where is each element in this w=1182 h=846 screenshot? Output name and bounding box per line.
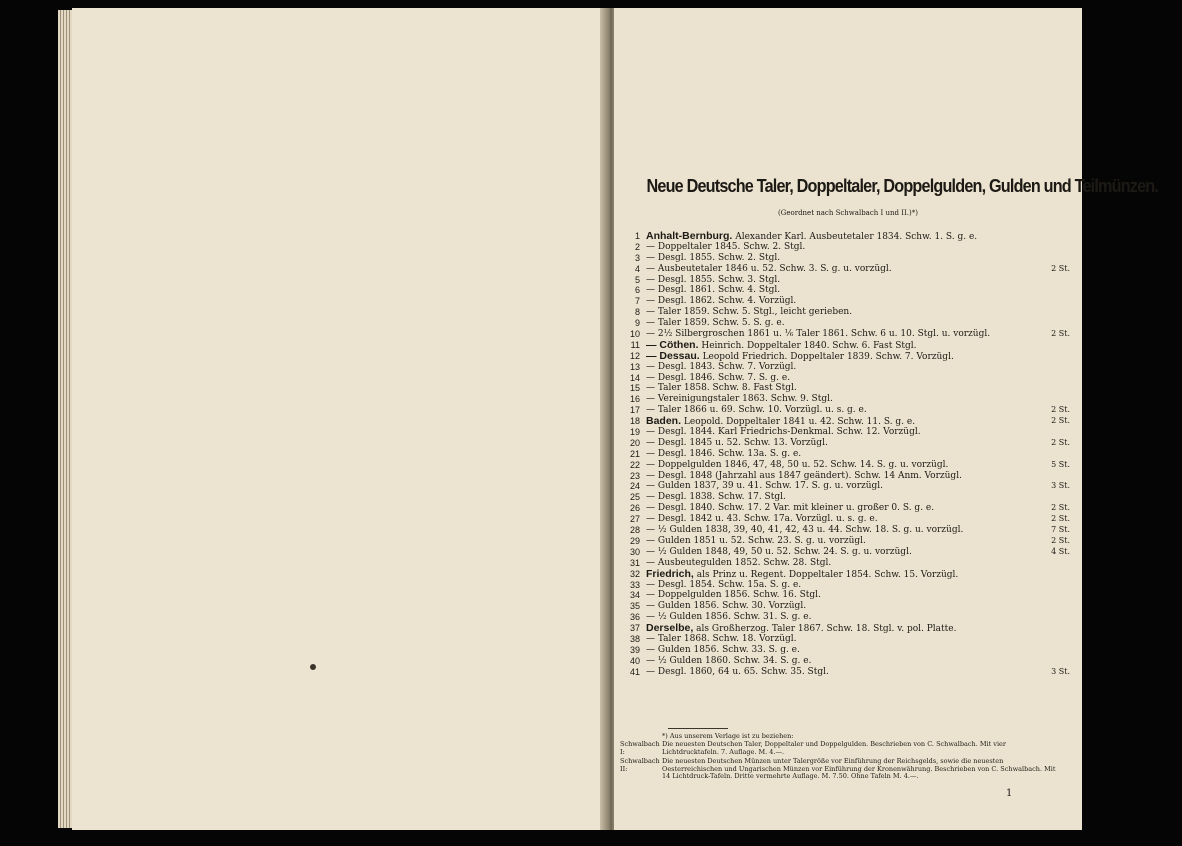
- entry-description: — Desgl. 1854. Schw. 15a. S. g. e.: [646, 579, 802, 590]
- entry-text: [646, 253, 1040, 264]
- entry-text: [646, 558, 1040, 569]
- entry-quantity: [1040, 612, 1070, 623]
- entry-heading: — Dessau.: [646, 350, 700, 362]
- entry-quantity: [1040, 471, 1070, 482]
- entry-quantity: [1040, 242, 1070, 253]
- entry-description: — ½ Gulden 1848, 49, 50 u. 52. Schw. 24. S. g. u. vorzügl.: [646, 546, 912, 557]
- footnote-rule: [668, 728, 728, 729]
- entry-description: — ½ Gulden 1856. Schw. 31. S. g. e.: [646, 612, 812, 623]
- list-item: [620, 656, 1070, 667]
- list-item: [620, 667, 1070, 678]
- entry-description: — Gulden 1851 u. 52. Schw. 23. S. g. u. vorzügl.: [646, 535, 866, 546]
- entry-description: — Desgl. 1855. Schw. 3. Stgl.: [646, 274, 781, 285]
- entry-number: 21: [629, 448, 640, 459]
- entry-quantity: [1040, 296, 1070, 307]
- entry-number: 19: [629, 427, 640, 438]
- entry-description: — ½ Gulden 1860. Schw. 34. S. g. e.: [646, 655, 812, 666]
- entry-text: [646, 634, 1040, 645]
- entry-number: 29: [629, 535, 640, 546]
- entry-number: 18: [629, 416, 640, 427]
- entry-quantity: [1040, 492, 1070, 503]
- entry-number: 30: [629, 546, 640, 557]
- entry-description: — Desgl. 1845 u. 52. Schw. 13. Vorzügl.: [646, 437, 828, 448]
- list-item: [620, 253, 1070, 264]
- entry-text: [646, 296, 1040, 307]
- entry-quantity: [1040, 623, 1070, 634]
- entry-text: [646, 623, 1040, 634]
- list-item: [620, 514, 1070, 525]
- entry-number: 6: [634, 285, 640, 296]
- entry-description: — Desgl. 1842 u. 43. Schw. 17a. Vorzügl. u. s. g. e.: [646, 514, 878, 525]
- entry-quantity: [1040, 275, 1070, 286]
- footnote-item: [620, 758, 1060, 781]
- entry-quantity: [1040, 351, 1070, 362]
- page-title: Neue Deutsche Taler, Doppeltaler, Doppelgulden, Gulden und Teilmünzen.: [646, 176, 1159, 196]
- entry-description: — Desgl. 1844. Karl Friedrichs-Denkmal. Schw. 12. Vorzügl.: [646, 427, 921, 438]
- page-subtitle: (Geordnet nach Schwalbach I und II.)*): [778, 209, 918, 217]
- entry-description: — Ausbeutegulden 1852. Schw. 28. Stgl.: [646, 557, 832, 568]
- entry-text: [646, 285, 1040, 296]
- entry-number: 28: [629, 525, 640, 536]
- entry-quantity: [1040, 569, 1070, 580]
- entry-quantity: [1040, 601, 1070, 612]
- footnote-text: Die neuesten Deutschen Taler, Doppeltaler und Doppelgulden. Beschrieben von C. Schwalbach. Mit vier Lichtdrucktafeln. 7. Auflage. M. 4.—.: [662, 740, 1006, 756]
- entry-heading: Derselbe,: [646, 623, 694, 634]
- list-item: [620, 275, 1070, 286]
- entry-description: — Desgl. 1843. Schw. 7. Vorzügl.: [646, 361, 797, 372]
- entry-text: [646, 373, 1040, 384]
- entry-quantity: 4 St.: [1051, 546, 1070, 556]
- entry-number: 20: [629, 437, 640, 448]
- entry-text: [646, 242, 1040, 253]
- entry-description: — Doppelgulden 1856. Schw. 16. Stgl.: [646, 590, 821, 601]
- list-item: [620, 296, 1070, 307]
- entry-text: [646, 438, 1040, 449]
- entry-description: — Desgl. 1838. Schw. 17. Stgl.: [646, 492, 786, 503]
- list-item: [620, 405, 1070, 416]
- entry-number: 37: [629, 623, 640, 634]
- entry-description: — Desgl. 1846. Schw. 7. S. g. e.: [646, 372, 791, 383]
- entry-number: 34: [629, 590, 640, 601]
- list-item: [620, 340, 1070, 351]
- entry-number: 25: [629, 492, 640, 503]
- list-item: [620, 492, 1070, 503]
- entry-description: — Taler 1868. Schw. 18. Vorzügl.: [646, 633, 797, 644]
- list-item: [620, 580, 1070, 591]
- entry-text: [646, 481, 1040, 492]
- entry-number: 38: [629, 633, 640, 644]
- list-item: [620, 601, 1070, 612]
- entry-text: [646, 492, 1040, 503]
- entry-text: [646, 590, 1040, 601]
- entry-text: [646, 536, 1040, 547]
- entry-description: — Desgl. 1846. Schw. 13a. S. g. e.: [646, 448, 802, 459]
- entry-quantity: 2 St.: [1051, 416, 1070, 426]
- list-item: [620, 373, 1070, 384]
- entry-text: [646, 525, 1040, 536]
- list-item: [620, 307, 1070, 318]
- footnote-text: Die neuesten Deutschen Münzen unter Talergröße vor Einführung der Reichsgelds, sowie die neuesten Oesterreichischen und Ungarischen Münzen vor Einführung der Kronenwährung. Beschrieben von C. Schwalbach. Mit 14 Lichtdruck-Tafeln. Dritte vermehrte Auflage. M. 7.50. Ohne Tafeln M. 4.—.: [662, 757, 1056, 780]
- entry-description: — Taler 1866 u. 69. Schw. 10. Vorzügl. u. s. g. e.: [646, 405, 867, 416]
- entry-text: [646, 667, 1040, 678]
- entry-quantity: [1040, 285, 1070, 296]
- entry-text: [646, 656, 1040, 667]
- entry-quantity: [1040, 394, 1070, 405]
- entry-quantity: [1040, 231, 1070, 242]
- entry-description: — Desgl. 1861. Schw. 4. Stgl.: [646, 285, 781, 296]
- entry-text: [646, 329, 1040, 340]
- entry-heading: Friedrich,: [646, 568, 694, 580]
- entry-quantity: 3 St.: [1051, 666, 1070, 676]
- entry-description: — Desgl. 1862. Schw. 4. Vorzügl.: [646, 296, 797, 307]
- entry-text: [646, 601, 1040, 612]
- page-number: 1: [1006, 788, 1013, 799]
- entry-number: 15: [629, 383, 640, 394]
- entry-number: 8: [634, 307, 640, 318]
- entry-text: [646, 275, 1040, 286]
- list-item: [620, 394, 1070, 405]
- entry-quantity: [1040, 645, 1070, 656]
- list-item: [620, 438, 1070, 449]
- entry-quantity: [1040, 307, 1070, 318]
- entry-quantity: [1040, 427, 1070, 438]
- left-page: [72, 8, 604, 830]
- list-item: [620, 547, 1070, 558]
- entry-quantity: 2 St.: [1051, 405, 1070, 415]
- entry-quantity: [1040, 383, 1070, 394]
- entry-quantity: 2 St.: [1051, 329, 1070, 339]
- entry-description: als Großherzog. Taler 1867. Schw. 18. Stgl. v. pol. Platte.: [696, 624, 957, 634]
- entry-text: [646, 351, 1040, 362]
- entry-quantity: [1040, 373, 1070, 384]
- entry-text: [646, 645, 1040, 656]
- entry-description: — Desgl. 1840. Schw. 17. 2 Var. mit kleiner u. großer 0. S. g. e.: [646, 503, 935, 514]
- entry-text: [646, 264, 1040, 275]
- entry-description: — Desgl. 1860, 64 u. 65. Schw. 35. Stgl.: [646, 666, 829, 677]
- list-item: [620, 318, 1070, 329]
- entry-number: 22: [629, 459, 640, 470]
- entry-number: 11: [630, 339, 640, 350]
- entry-quantity: [1040, 656, 1070, 667]
- entry-quantity: [1040, 580, 1070, 591]
- list-item: [620, 231, 1070, 242]
- entry-quantity: [1040, 318, 1070, 329]
- entry-number: 33: [629, 579, 640, 590]
- entry-number: 5: [634, 274, 640, 285]
- entry-quantity: 3 St.: [1051, 481, 1070, 491]
- list-item: [620, 503, 1070, 514]
- entry-description: — Ausbeutetaler 1846 u. 52. Schw. 3. S. g. u. vorzügl.: [646, 263, 892, 274]
- entry-quantity: [1040, 253, 1070, 264]
- entry-quantity: 2 St.: [1051, 535, 1070, 545]
- entry-description: Alexander Karl. Ausbeutetaler 1834. Schw. 1. S. g. e.: [735, 232, 978, 242]
- entry-quantity: [1040, 634, 1070, 645]
- ink-spot: [310, 664, 316, 670]
- entry-list: [620, 231, 1070, 678]
- entry-text: [646, 471, 1040, 482]
- list-item: [620, 427, 1070, 438]
- list-item: [620, 329, 1070, 340]
- entry-text: [646, 416, 1040, 427]
- entry-description: — 2½ Silbergroschen 1861 u. ⅙ Taler 1861. Schw. 6 u. 10. Stgl. u. vorzügl.: [646, 329, 991, 340]
- list-item: [620, 634, 1070, 645]
- entry-number: 1: [634, 231, 640, 241]
- entry-number: 26: [629, 503, 640, 514]
- entry-text: [646, 340, 1040, 351]
- entry-number: 12: [629, 350, 640, 361]
- entry-description: — Taler 1858. Schw. 8. Fast Stgl.: [646, 383, 797, 394]
- entry-quantity: 5 St.: [1051, 459, 1070, 469]
- entry-number: 7: [634, 296, 640, 307]
- list-item: [620, 264, 1070, 275]
- list-item: [620, 285, 1070, 296]
- entry-description: — Taler 1859. Schw. 5. S. g. e.: [646, 318, 785, 329]
- entry-text: [646, 231, 1040, 242]
- list-item: [620, 569, 1070, 580]
- list-item: [620, 416, 1070, 427]
- entry-quantity: 2 St.: [1051, 263, 1070, 273]
- entry-number: 32: [629, 568, 640, 579]
- entry-text: [646, 307, 1040, 318]
- entry-description: — Vereinigungstaler 1863. Schw. 9. Stgl.: [646, 394, 833, 405]
- entry-number: 41: [629, 666, 640, 677]
- entry-description: — Gulden 1856. Schw. 33. S. g. e.: [646, 644, 800, 655]
- entry-quantity: [1040, 590, 1070, 601]
- entry-number: 31: [629, 557, 640, 568]
- entry-number: 10: [629, 329, 640, 340]
- entry-description: — Desgl. 1855. Schw. 2. Stgl.: [646, 252, 781, 263]
- footnote-label: Schwalbach I:: [620, 740, 660, 756]
- entry-text: [646, 449, 1040, 460]
- list-item: [620, 242, 1070, 253]
- entry-description: — Desgl. 1848 (Jahrzahl aus 1847 geändert). Schw. 14 Anm. Vorzügl.: [646, 470, 962, 481]
- entry-description: Heinrich. Doppeltaler 1840. Schw. 6. Fast Stgl.: [701, 340, 917, 351]
- entry-description: Leopold. Doppeltaler 1841 u. 42. Schw. 11. S. g. e.: [683, 417, 916, 428]
- entry-text: [646, 427, 1040, 438]
- entry-text: [646, 547, 1040, 558]
- entry-text: [646, 362, 1040, 373]
- entry-text: [646, 503, 1040, 514]
- right-page: [614, 8, 1159, 830]
- footnote-intro: *) Aus unserem Verlage ist zu beziehen:: [662, 732, 794, 740]
- entry-quantity: 7 St.: [1051, 525, 1070, 535]
- entry-text: [646, 318, 1040, 329]
- entry-text: [646, 405, 1040, 416]
- entry-number: 35: [629, 601, 640, 612]
- entry-description: — Doppelgulden 1846, 47, 48, 50 u. 52. Schw. 14. S. g. u. vorzügl.: [646, 459, 949, 470]
- list-item: [620, 645, 1070, 656]
- entry-quantity: 2 St.: [1051, 514, 1070, 524]
- entry-text: [646, 383, 1040, 394]
- entry-quantity: [1040, 558, 1070, 569]
- footnote-item: [620, 741, 1060, 756]
- entry-quantity: [1040, 449, 1070, 460]
- entry-number: 24: [629, 481, 640, 492]
- list-item: [620, 351, 1070, 362]
- entry-number: 39: [629, 644, 640, 655]
- entry-number: 9: [634, 318, 640, 329]
- list-item: [620, 525, 1070, 536]
- entry-heading: — Cöthen.: [646, 339, 699, 351]
- entry-number: 17: [629, 405, 640, 416]
- list-item: [620, 471, 1070, 482]
- list-item: [620, 558, 1070, 569]
- entry-description: — Taler 1859. Schw. 5. Stgl., leicht gerieben.: [646, 307, 853, 318]
- entry-number: 13: [629, 361, 640, 372]
- entry-text: [646, 394, 1040, 405]
- entry-description: — Gulden 1856. Schw. 30. Vorzügl.: [646, 601, 807, 612]
- entry-number: 16: [629, 394, 640, 405]
- entry-number: 23: [629, 470, 640, 481]
- entry-number: 40: [629, 655, 640, 666]
- entry-number: 2: [634, 241, 640, 252]
- entry-number: 3: [634, 252, 640, 263]
- entry-number: 14: [629, 372, 640, 383]
- entry-text: [646, 612, 1040, 623]
- footnote-label: Schwalbach II:: [620, 757, 660, 773]
- list-item: [620, 362, 1070, 373]
- list-item: [620, 481, 1070, 492]
- entry-text: [646, 460, 1040, 471]
- entry-description: — ½ Gulden 1838, 39, 40, 41, 42, 43 u. 44. Schw. 18. S. g. u. vorzügl.: [646, 525, 964, 536]
- list-item: [620, 383, 1070, 394]
- entry-quantity: 2 St.: [1051, 437, 1070, 447]
- entry-number: 36: [629, 612, 640, 623]
- entry-description: als Prinz u. Regent. Doppeltaler 1854. Schw. 15. Vorzügl.: [696, 569, 959, 580]
- list-item: [620, 536, 1070, 547]
- entry-quantity: 2 St.: [1051, 503, 1070, 513]
- entry-heading: Anhalt-Bernburg.: [646, 231, 733, 242]
- list-item: [620, 449, 1070, 460]
- entry-number: 27: [629, 514, 640, 525]
- list-item: [620, 460, 1070, 471]
- entry-text: [646, 569, 1040, 580]
- entry-text: [646, 514, 1040, 525]
- entry-description: — Gulden 1837, 39 u. 41. Schw. 17. S. g. u. vorzügl.: [646, 481, 884, 492]
- list-item: [620, 623, 1070, 634]
- entry-text: [646, 580, 1040, 591]
- entry-quantity: [1040, 340, 1070, 351]
- entry-heading: Baden.: [646, 416, 682, 428]
- entry-description: Leopold Friedrich. Doppeltaler 1839. Schw. 7. Vorzügl.: [702, 351, 954, 362]
- entry-quantity: [1040, 362, 1070, 373]
- list-item: [620, 590, 1070, 601]
- entry-number: 4: [634, 263, 640, 274]
- list-item: [620, 612, 1070, 623]
- entry-description: — Doppeltaler 1845. Schw. 2. Stgl.: [646, 241, 806, 252]
